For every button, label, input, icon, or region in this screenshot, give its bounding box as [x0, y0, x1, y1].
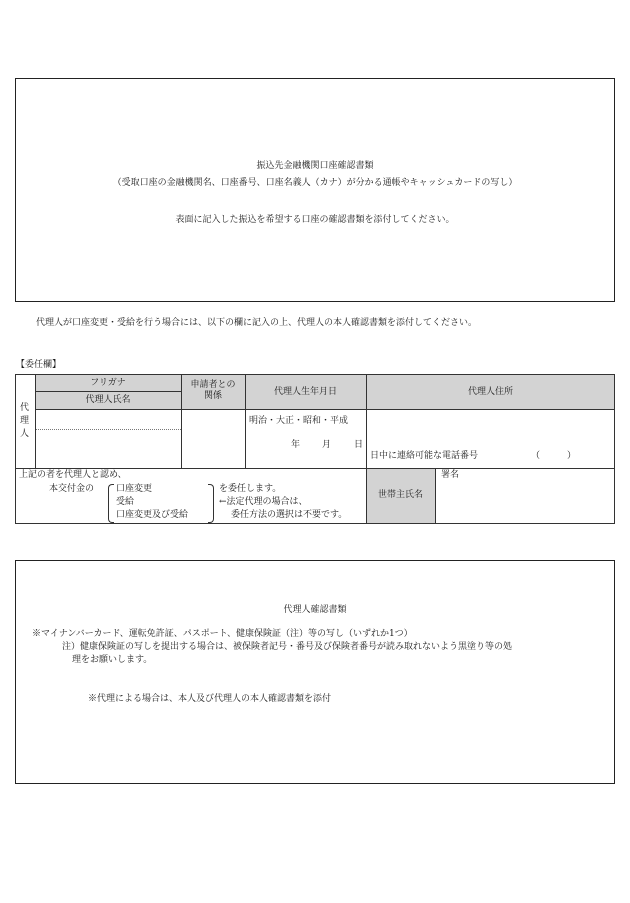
header-agent-name: 代理人氏名	[85, 395, 131, 405]
legal-note-2: 委任方法の選択は不要です。	[231, 510, 348, 520]
signature-label: 署名	[441, 470, 460, 480]
agent-note: 代理人が口座変更・受給を行う場合には、以下の欄に記入の上、代理人の本人確認書類を添付してください。	[36, 318, 478, 328]
line-agent-rows-bottom	[15, 468, 615, 469]
side-label-1: 代	[20, 403, 30, 413]
header-birthdate: 代理人生年月日	[273, 387, 337, 397]
header-address: 代理人住所	[467, 387, 513, 397]
header-relation-2: 関係	[203, 391, 222, 401]
signature-field[interactable]	[436, 482, 614, 523]
line-furigana-bottom	[35, 391, 181, 392]
relation-field[interactable]	[182, 410, 244, 467]
side-label-2: 理	[20, 416, 30, 426]
option-change-and-receipt[interactable]: 口座変更及び受給	[116, 510, 189, 520]
day-unit: 日	[354, 440, 364, 450]
options-right-bracket	[208, 484, 214, 523]
delegate-text: を委任します。	[219, 484, 282, 494]
option-receipt[interactable]: 受給	[116, 497, 135, 507]
agent-id-title: 代理人確認書類	[283, 605, 347, 615]
agent-id-document-box	[15, 560, 615, 784]
bank-box-subtitle: （受取口座の金融機関名、口座番号、口座名義人（カナ）が分かる通帳やキャッシュカードの写し）	[112, 178, 518, 188]
agent-id-note-line2: 理をお願いします。	[72, 655, 153, 665]
agent-id-attach-note: ※代理による場合は、本人及び代理人の本人確認書類を添付	[88, 694, 332, 704]
address-field[interactable]	[367, 410, 614, 448]
options-left-bracket	[108, 484, 114, 523]
statement-line1: 上記の者を代理人と認め、	[19, 470, 127, 480]
delegation-heading: 【委任欄】	[16, 360, 62, 370]
header-furigana: フリガナ	[90, 378, 126, 388]
era-options[interactable]: 明治・大正・昭和・平成	[249, 416, 349, 426]
bank-box-title: 振込先金融機関口座確認書類	[256, 161, 374, 171]
householder-label: 世帯主氏名	[377, 490, 423, 500]
agent-id-note-line1: 注）健康保険証の写しを提出する場合は、被保険者記号・番号及び保険者番号が読み取れないよう黒塗り等の処	[62, 642, 513, 652]
furigana-field[interactable]	[36, 410, 180, 428]
phone-parens[interactable]: （ ）	[531, 451, 577, 461]
year-unit: 年	[291, 440, 301, 450]
bank-box-instruction: 表面に記入した振込を希望する口座の確認書類を添付してください。	[175, 215, 455, 225]
delegation-table	[15, 374, 615, 524]
phone-label: 日中に連絡可能な電話番号	[370, 451, 479, 461]
legal-note-1: ←法定代理の場合は、	[219, 497, 308, 507]
agent-id-line1: ※マイナンバーカード、運転免許証、パスポート、健康保険証（注）等の写し（いずれか1つ）	[32, 629, 413, 639]
header-relation-1: 申請者との	[190, 380, 236, 390]
agent-name-field[interactable]	[36, 430, 180, 467]
bank-account-document-box	[15, 78, 615, 302]
month-unit: 月	[322, 440, 332, 450]
side-label-3: 人	[20, 429, 30, 439]
statement-prefix: 本交付金の	[49, 484, 95, 494]
option-account-change[interactable]: 口座変更	[116, 484, 153, 494]
